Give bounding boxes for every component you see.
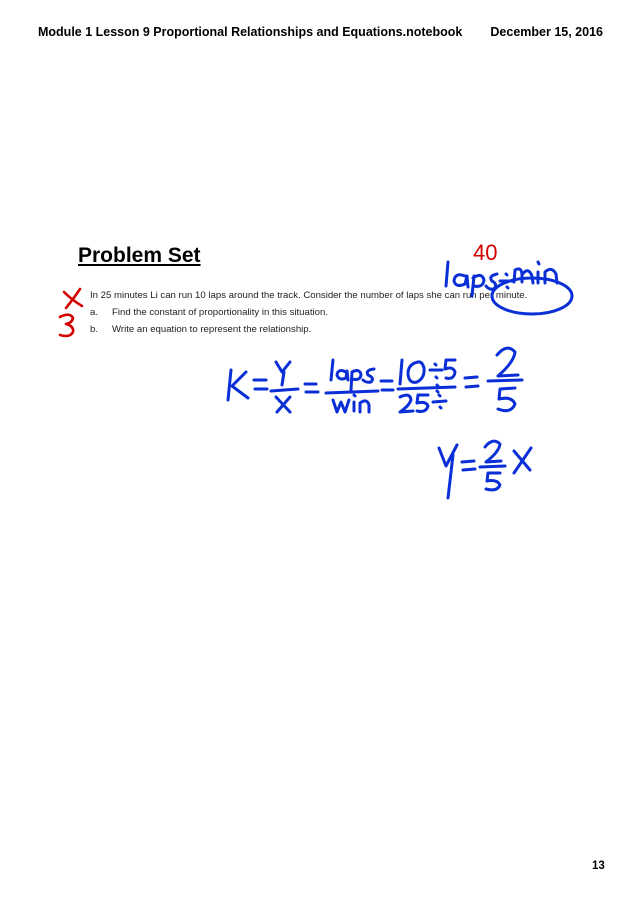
notebook-title: Module 1 Lesson 9 Proportional Relationships and Equations.notebook [38,25,463,39]
red-x-mark [64,289,82,308]
page-number: 13 [592,860,605,872]
part-a-text: Find the constant of proportionality in this situation. [112,307,328,318]
header-date: December 15, 2016 [490,25,603,39]
part-b-letter: b. [90,324,99,335]
red-annotation-number: 40 [473,240,498,265]
problem-statement: In 25 minutes Li can run 10 laps around the track. Consider the number of laps she can run per minute. [90,290,528,301]
section-title: Problem Set [78,244,201,267]
part-b-text: Write an equation to represent the relationship. [112,324,312,335]
handwritten-equation [439,441,531,498]
part-a-letter: a. [90,307,99,318]
handwritten-constant-work [228,348,522,412]
red-3-mark [60,315,73,336]
